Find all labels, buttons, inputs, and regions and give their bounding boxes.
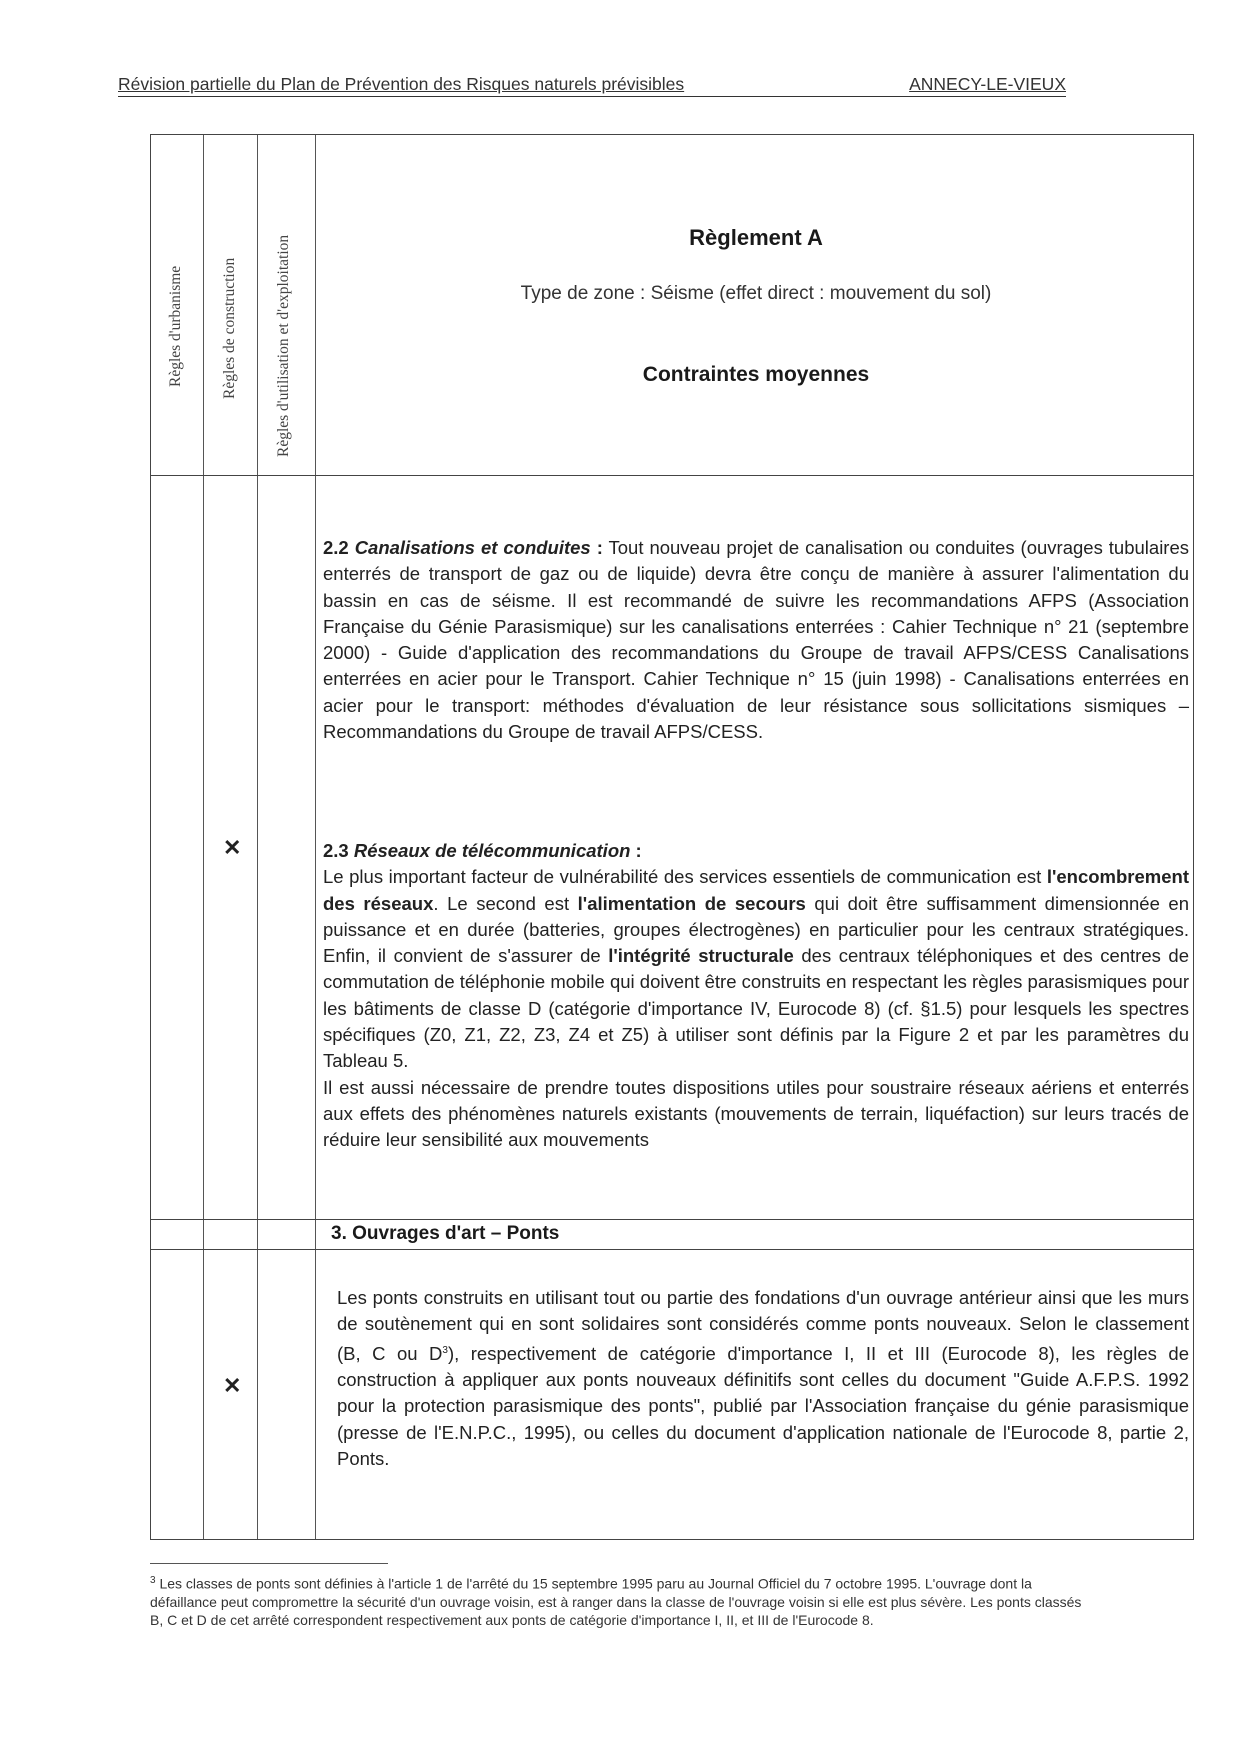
- row-divider: [151, 1249, 1193, 1250]
- section-number: 2.2: [323, 537, 355, 558]
- document-title: Révision partielle du Plan de Prévention des Risques naturels prévisibles: [118, 74, 685, 94]
- zone-type: Type de zone : Séisme (effet direct : mouvement du sol): [520, 283, 992, 304]
- section-2-2-paragraph: 2.2 Canalisations et conduites : Tout nouveau projet de canalisation ou conduites (ouvrages tubulaires enterrés de transport de gaz ou de liquide) devra être conçu de manière à assurer l'alimentation du bassin en cas de séisme. Il est recommandé de suivre les recommandations AFPS (Association Française du Génie Parasismique) sur les canalisations enterrées : Cahier Technique n° 21 (septembre 2000) - Guide d'application des recommandations du Groupe de travail AFPS/CESS Canalisations enterrées en acier pour le Transport. Cahier Technique n° 15 (juin 1998) - Canalisations enterrées en acier pour le transport: méthodes d'évaluation de leur résistance sous sollicitations sismiques – Recommandations du Groupe de travail AFPS/CESS.: [323, 537, 1190, 743]
- column-header-urbanisme: Règles d'urbanisme: [167, 265, 184, 387]
- column-divider: [257, 135, 258, 1539]
- footnote-text: Les classes de ponts sont définies à l'article 1 de l'arrêté du 15 septembre 1995 paru au Journal Officiel du 7 octobre 1995. L'ouvrage dont la défaillance peut compromettre la sécurité d'un ouvrage voisin, est à ranger dans la classe de l'ouvrage voisin si elle est plus sévère. Les ponts classés B, C et D de cet arrêté correspondent respectivement aux ponts de catégorie d'importance I, II, et III de l'Eurocode 8.: [150, 1575, 1082, 1628]
- column-header-construction: Règles de construction: [221, 257, 238, 399]
- section-3-paragraph: Les ponts construits en utilisant tout ou partie des fondations d'un ouvrage antérieur ainsi que les murs de soutènement qui en sont solidaires sont considérés comme ponts nouveaux. Selon le classement (B, C ou $D^3$), respectivement de catégorie d'importance I, II et III (Eurocode 8), les règles de construction à appliquer aux ponts nouveaux définitifs sont celles du document "Guide A.F.P.S. 1992 pour la protection parasismique des ponts", publié par l'Association française du génie parasismique (presse de l'E.N.P.C., 1995), ou celles du document d'application nationale de l'Eurocode 8, partie 2, Ponts.: [337, 1287, 1189, 1469]
- footnote: [150, 1572, 1090, 1629]
- section-body: Tout nouveau projet de canalisation ou conduites (ouvrages tubulaires enterrés de transport de gaz ou de liquide) devra être conçu de manière à assurer l'alimentation du bassin en cas de séisme. Il est recommandé de suivre les recommandations AFPS (Association Française du Génie Parasismique) sur les canalisations enterrées : Cahier Technique n° 21 (septembre 2000) - Guide d'application des recommandations du Groupe de travail AFPS/CESS Canalisations enterrées en acier pour le Transport. Cahier Technique n° 15 (juin 1998) - Canalisations enterrées en acier pour le transport: méthodes d'évaluation de leur résistance sous sollicitations sismiques – Recommandations du Groupe de travail AFPS/CESS.: [323, 537, 1190, 743]
- regulation-title: Règlement A: [689, 225, 823, 250]
- commune-name: ANNECY-LE-VIEUX: [909, 74, 1066, 94]
- row-divider: [151, 1219, 1193, 1220]
- row-divider: [151, 475, 1193, 476]
- footnote-number: 3: [150, 1575, 156, 1586]
- section-2-3-paragraph: 2.3 Réseaux de télécommunication : Le plus important facteur de vulnérabilité des services essentiels de communication est l'encombrement des réseaux. Le second est l'alimentation de secours qui doit être suffisamment dimensionnée en puissance et en durée (batteries, groupes électrogènes) en particulier pour les centraux stratégiques. Enfin, il convient de s'assurer de l'intégrité structurale des centraux téléphoniques et des centres de commutation de téléphonie mobile qui doivent être construits en respectant les règles parasismiques pour les bâtiments de classe D (catégorie d'importance IV, Eurocode 8) (cf. §1.5) pour lesquels les spectres spécifiques (Z0, Z1, Z2, Z3, Z4 et Z5) à utiliser sont définis par la Figure 2 et par les paramètres du Tableau 5. Il est aussi nécessaire de prendre toutes dispositions utiles pour soustraire réseaux aériens et enterrés aux effets des phénomènes naturels existants (mouvements de terrain, liquéfaction) sur leurs tracés de réduire leur sensibilité aux mouvements: [323, 840, 1189, 1151]
- page-header: [118, 74, 1066, 97]
- column-header-exploitation: Règles d'utilisation et d'exploitation: [275, 234, 292, 457]
- section-title: Canalisations et conduites: [354, 537, 591, 558]
- section-title: Réseaux de télécommunication: [353, 840, 631, 861]
- footnote-separator: [150, 1563, 388, 1564]
- cross-mark-icon: ✕: [223, 835, 242, 860]
- regulation-table: [150, 134, 1194, 1540]
- footnote-ref[interactable]: 3: [442, 1344, 448, 1356]
- section-3-heading: 3. Ouvrages d'art – Ponts: [331, 1223, 560, 1244]
- emphasis: l'alimentation de secours: [577, 892, 806, 914]
- emphasis: l'intégrité structurale: [608, 945, 794, 967]
- emphasis: l'encombrement des réseaux: [323, 866, 1189, 914]
- column-divider: [203, 135, 204, 1539]
- column-divider: [315, 135, 316, 1539]
- cross-mark-icon: ✕: [223, 1373, 242, 1398]
- constraint-level: Contraintes moyennes: [642, 363, 870, 386]
- section-number: 2.3: [323, 840, 354, 861]
